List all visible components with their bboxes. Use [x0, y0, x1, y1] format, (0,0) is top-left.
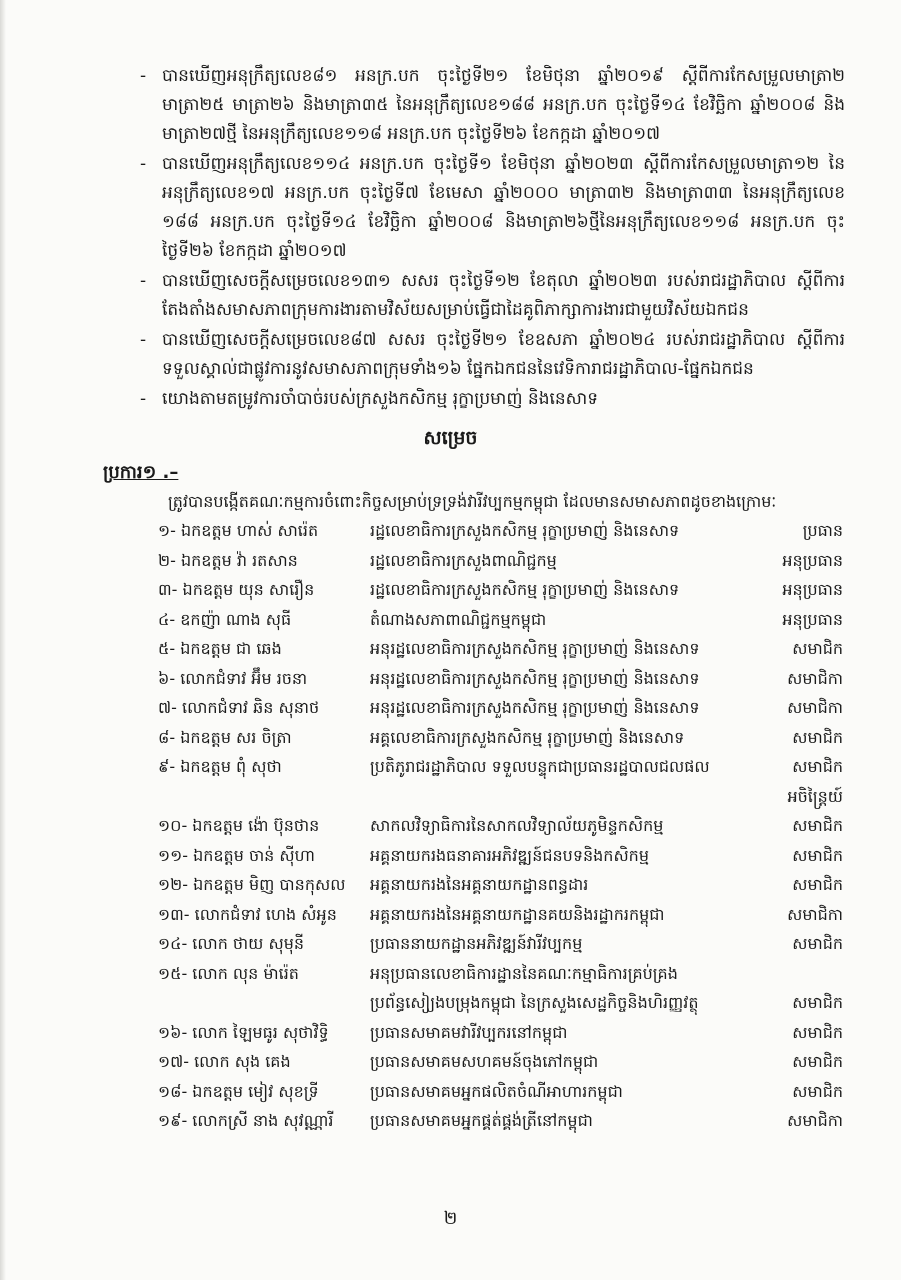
member-position: អនុប្រធានលេខាធិការដ្ឋាននៃគណៈកម្មាធិការគ្រប់គ្រង: [370, 963, 678, 983]
member-position: ប្រតិភូរាជរដ្ឋាភិបាល ទទួលបន្ទុកជាប្រធានរដ្ឋបាលជលផល: [370, 757, 710, 776]
member-name: ១- ឯកឧត្តម ហាស់ សារ៉េត: [158, 521, 319, 540]
member-row: [158, 929, 843, 959]
member-role: សមាជិក: [792, 934, 843, 953]
member-row: [158, 664, 843, 694]
member-row: [158, 693, 843, 723]
member-name: ២- ឯកឧត្តម វ៉ា រតសាន: [158, 550, 298, 570]
member-role: អចិន្ត្រៃយ៍: [787, 786, 843, 806]
member-position: អគ្គលេខាធិការក្រសួងកសិកម្ម រុក្ខាប្រមាញ់ និងនេសាទ: [370, 727, 685, 747]
member-name: ១១- ឯកឧត្តម ចាន់ ស៊ីហា: [158, 845, 315, 865]
member-row: [158, 575, 843, 605]
member-row: [158, 870, 843, 900]
member-position: ប្រធានសមាគមវារីវប្បករនៅកម្ពុជា: [370, 1022, 568, 1042]
member-role: អនុប្រធាន: [782, 580, 843, 599]
preamble-item: [140, 267, 845, 325]
preamble-text: បានឃើញសេចក្តីសម្រេចលេខ៨៧ សសរ ចុះថ្ងៃទី២១ ខែឧសភា ឆ្នាំ២០២៤ របស់រាជរដ្ឋាភិបាល ស្តីពីការ ទទួលស្គាល់ជាផ្លូវការនូវសមាសភាពក្រុមទាំង១៦ ផ្នែកឯកជននៃវេទិការាជរដ្ឋាភិបាល-ផ្នែកឯកជន: [162, 330, 845, 379]
member-name: ៣- ឯកឧត្តម យុន សារឿន: [158, 580, 315, 599]
preamble-item: [140, 326, 845, 384]
preamble-text: បានឃើញអនុក្រឹត្យលេខ១១៤ អនក្រ.បក ចុះថ្ងៃទី១ ខែមិថុនា ឆ្នាំ២០២៣ ស្តីពីការកែសម្រួលមាត្រា១២ នៃអនុក្រឹត្យលេខ១៧ អនក្រ.បក ចុះថ្ងៃទី៧ ខែមេសា ឆ្នាំ២០០០ មាត្រា៣២ និងមាត្រា៣៣ នៃអនុក្រឹត្យលេខ ១៨៨ អនក្រ.បក ចុះថ្ងៃទី១៤ ខែវិច្ឆិកា ឆ្នាំ២០០៨ និងមាត្រា២៦ថ្មីនៃអនុក្រឹត្យលេខ១១៨ អនក្រ.បក ចុះថ្ងៃទី២៦ ខែកក្កដា ឆ្នាំ២០១៧: [162, 154, 845, 261]
bullet-dash: -: [140, 330, 147, 350]
member-position: អនុរដ្ឋលេខាធិការក្រសួងកសិកម្ម រុក្ខាប្រមាញ់ និងនេសាទ: [370, 668, 700, 688]
member-role: អនុប្រធាន: [782, 609, 843, 629]
member-role: សមាជិក: [792, 993, 843, 1012]
member-row: [158, 959, 843, 989]
member-role: សមាជិក: [792, 727, 843, 747]
member-role: សមាជិកា: [787, 1111, 843, 1130]
bullet-dash: -: [140, 271, 147, 291]
member-row: [158, 1106, 843, 1136]
member-name: ១៥- លោក លុន ម៉ារ៉េត: [158, 963, 299, 983]
member-position: ប្រធានសមាគមអ្នកផ្គត់ផ្គង់ត្រីនៅកម្ពុជា: [370, 1111, 593, 1130]
member-position: រដ្ឋលេខាធិការក្រសួងកសិកម្ម រុក្ខាប្រមាញ់ និងនេសាទ: [370, 521, 680, 540]
member-position: ប្រធាននាយកដ្ឋានអភិវឌ្ឍន៍វារីវប្បកម្ម: [370, 934, 583, 953]
page-number: ២: [443, 1208, 458, 1229]
member-position: អនុរដ្ឋលេខាធិការក្រសួងកសិកម្ម រុក្ខាប្រមាញ់ និងនេសាទ: [370, 698, 700, 717]
member-name: [158, 988, 370, 1018]
member-name: ១៨- ឯកឧត្តម មៀវ សុខទ្រី: [158, 1081, 319, 1101]
member-role: [753, 959, 843, 989]
member-position: អគ្គនាយករងនៃអគ្គនាយកដ្ឋានពន្ធដារ: [370, 875, 589, 894]
bullet-dash: -: [140, 66, 147, 86]
member-position: ប្រធានសមាគមអ្នកផលិតចំណីអាហារកម្ពុជា: [370, 1081, 623, 1101]
member-role: សមាជិក: [792, 757, 843, 776]
member-name: ៨- ឯកឧត្តម សរ ចិត្រា: [158, 727, 292, 747]
member-position: រដ្ឋលេខាធិការក្រសួងពាណិជ្ជកម្ម: [370, 550, 557, 570]
member-role: សមាជិក: [792, 1052, 843, 1071]
member-role: សមាជិក: [792, 639, 843, 658]
bullet-dash: -: [140, 154, 147, 174]
member-position: តំណាងសភាពាណិជ្ជកម្មកម្ពុជា: [370, 609, 547, 629]
member-name: ១២- ឯកឧត្តម មិញ បានកុសល: [158, 875, 346, 894]
member-role: សមាជិក: [792, 816, 843, 835]
member-name: [158, 782, 370, 812]
preamble-list: [140, 62, 845, 415]
member-name: ១៧- លោក សុង គេង: [158, 1052, 291, 1071]
member-position: អគ្គនាយករងនៃអគ្គនាយកដ្ឋានគយនិងរដ្ឋាករកម្ពុជា: [370, 904, 665, 924]
member-row: [158, 900, 843, 930]
article-label: ប្រការ១ .–: [103, 462, 179, 483]
member-position: ប្រធានសមាគមសហគមន៍ចុងភៅកម្ពុជា: [370, 1052, 599, 1071]
member-role: សមាជិក: [792, 1081, 843, 1101]
preamble-text: បានឃើញអនុក្រឹត្យលេខ៨១ អនក្រ.បក ចុះថ្ងៃទី២១ ខែមិថុនា ឆ្នាំ២០១៩ ស្តីពីការកែសម្រួលមាត្រា២ មាត្រា២៥ មាត្រា២៦ និងមាត្រា៣៥ នៃអនុក្រឹត្យលេខ១៨៨ អនក្រ.បក ចុះថ្ងៃទី១៤ ខែវិច្ឆិកា ឆ្នាំ២០០៨ និងមាត្រា២៧ថ្មី នៃអនុក្រឹត្យលេខ១១៨ អនក្រ.បក ចុះថ្ងៃទី២៦ ខែកក្កដា ឆ្នាំ២០១៧: [162, 66, 845, 144]
member-row: [158, 1047, 843, 1077]
member-row: [158, 1077, 843, 1107]
member-row: [158, 811, 843, 841]
member-name: ៥- ឯកឧត្តម ជា ឆេង: [158, 639, 282, 658]
member-row: [158, 516, 843, 546]
member-name: ១០- ឯកឧត្តម ង៉ោ ប៊ុនថាន: [158, 816, 320, 835]
preamble-text: យោងតាមតម្រូវការចាំបាច់របស់ក្រសួងកសិកម្ម រុក្ខាប្រមាញ់ និងនេសាទ: [162, 389, 599, 409]
member-position: អនុរដ្ឋលេខាធិការក្រសួងកសិកម្ម រុក្ខាប្រមាញ់ និងនេសាទ: [370, 639, 700, 658]
member-name: ១៤- លោក ថាយ សុមុនី: [158, 934, 305, 953]
scan-edge-shadow: [0, 0, 6, 1280]
member-position: [370, 782, 753, 812]
member-position: អគ្គនាយករងធនាគារអភិវឌ្ឍន៍ជនបទនិងកសិកម្ម: [370, 845, 649, 865]
member-position: រដ្ឋលេខាធិការក្រសួងកសិកម្ម រុក្ខាប្រមាញ់ និងនេសាទ: [370, 580, 680, 599]
member-role: សមាជិកា: [787, 668, 843, 688]
member-row: [158, 752, 843, 782]
decision-heading: សម្រេច: [423, 427, 478, 449]
member-row: [158, 841, 843, 871]
member-role: សមាជិកា: [787, 904, 843, 924]
member-name: ៧- លោកជំទាវ ឆិន សុនាថ: [158, 698, 320, 717]
member-role: សមាជិក: [792, 845, 843, 865]
member-name: ១៣- លោកជំទាវ ហេង សំអូន: [158, 904, 337, 924]
member-row: [158, 546, 843, 576]
member-row: [158, 988, 843, 1018]
member-row: [158, 634, 843, 664]
member-role: ប្រធាន: [802, 521, 843, 540]
member-role: សមាជិកា: [787, 698, 843, 717]
member-name: ៦- លោកជំទាវ អ៊ឹម រចនា: [158, 668, 308, 688]
bullet-dash: -: [140, 389, 147, 409]
member-name: ១៦- លោក ឡៃមធូរ សុថាវិទ្ធិ: [158, 1022, 329, 1042]
member-row: [158, 605, 843, 635]
member-name: ៩- ឯកឧត្តម ពុំ សុថា: [158, 757, 282, 776]
intro-text: ត្រូវបានបង្កើតគណៈកម្មការចំពោះកិច្ចសម្រាប់ទ្រទ្រង់វារីវប្បកម្មកម្ពុជា ដែលមានសមាសភាពដូចខាងក្រោមៈ: [168, 492, 777, 511]
member-position: ប្រព័ន្ធសៀ្យងបម្រុងកម្ពុជា នៃក្រសួងសេដ្ឋកិច្ចនិងហិរញ្ញវត្ថុ: [370, 993, 699, 1012]
member-name: ១៩- លោកស្រី នាង សុវណ្ណារី: [158, 1111, 334, 1130]
member-name: ៤- ឧកញ៉ា ណាង សុធី: [158, 609, 292, 629]
preamble-item: [140, 150, 845, 266]
preamble-item: [140, 385, 845, 414]
member-row: [158, 1018, 843, 1048]
member-role: សមាជិក: [792, 1022, 843, 1042]
member-position: សាកលវិទ្យាធិការនៃសាកលវិទ្យាល័យភូមិន្ទកសិកម្ម: [370, 816, 664, 835]
member-role: អនុប្រធាន: [782, 550, 843, 570]
member-role: សមាជិក: [792, 875, 843, 894]
preamble-item: [140, 62, 845, 149]
members-table: [158, 516, 843, 1136]
member-row: [158, 782, 843, 812]
preamble-text: បានឃើញសេចក្តីសម្រេចលេខ១៣១ សសរ ចុះថ្ងៃទី១២ ខែតុលា ឆ្នាំ២០២៣ របស់រាជរដ្ឋាភិបាល ស្តីពីការ តែងតាំងសមាសភាពក្រុមការងារតាមវិស័យសម្រាប់ធ្វើជាដៃគូពិភាក្សាការងារជាមួយវិស័យឯកជន: [162, 271, 845, 320]
member-row: [158, 723, 843, 753]
